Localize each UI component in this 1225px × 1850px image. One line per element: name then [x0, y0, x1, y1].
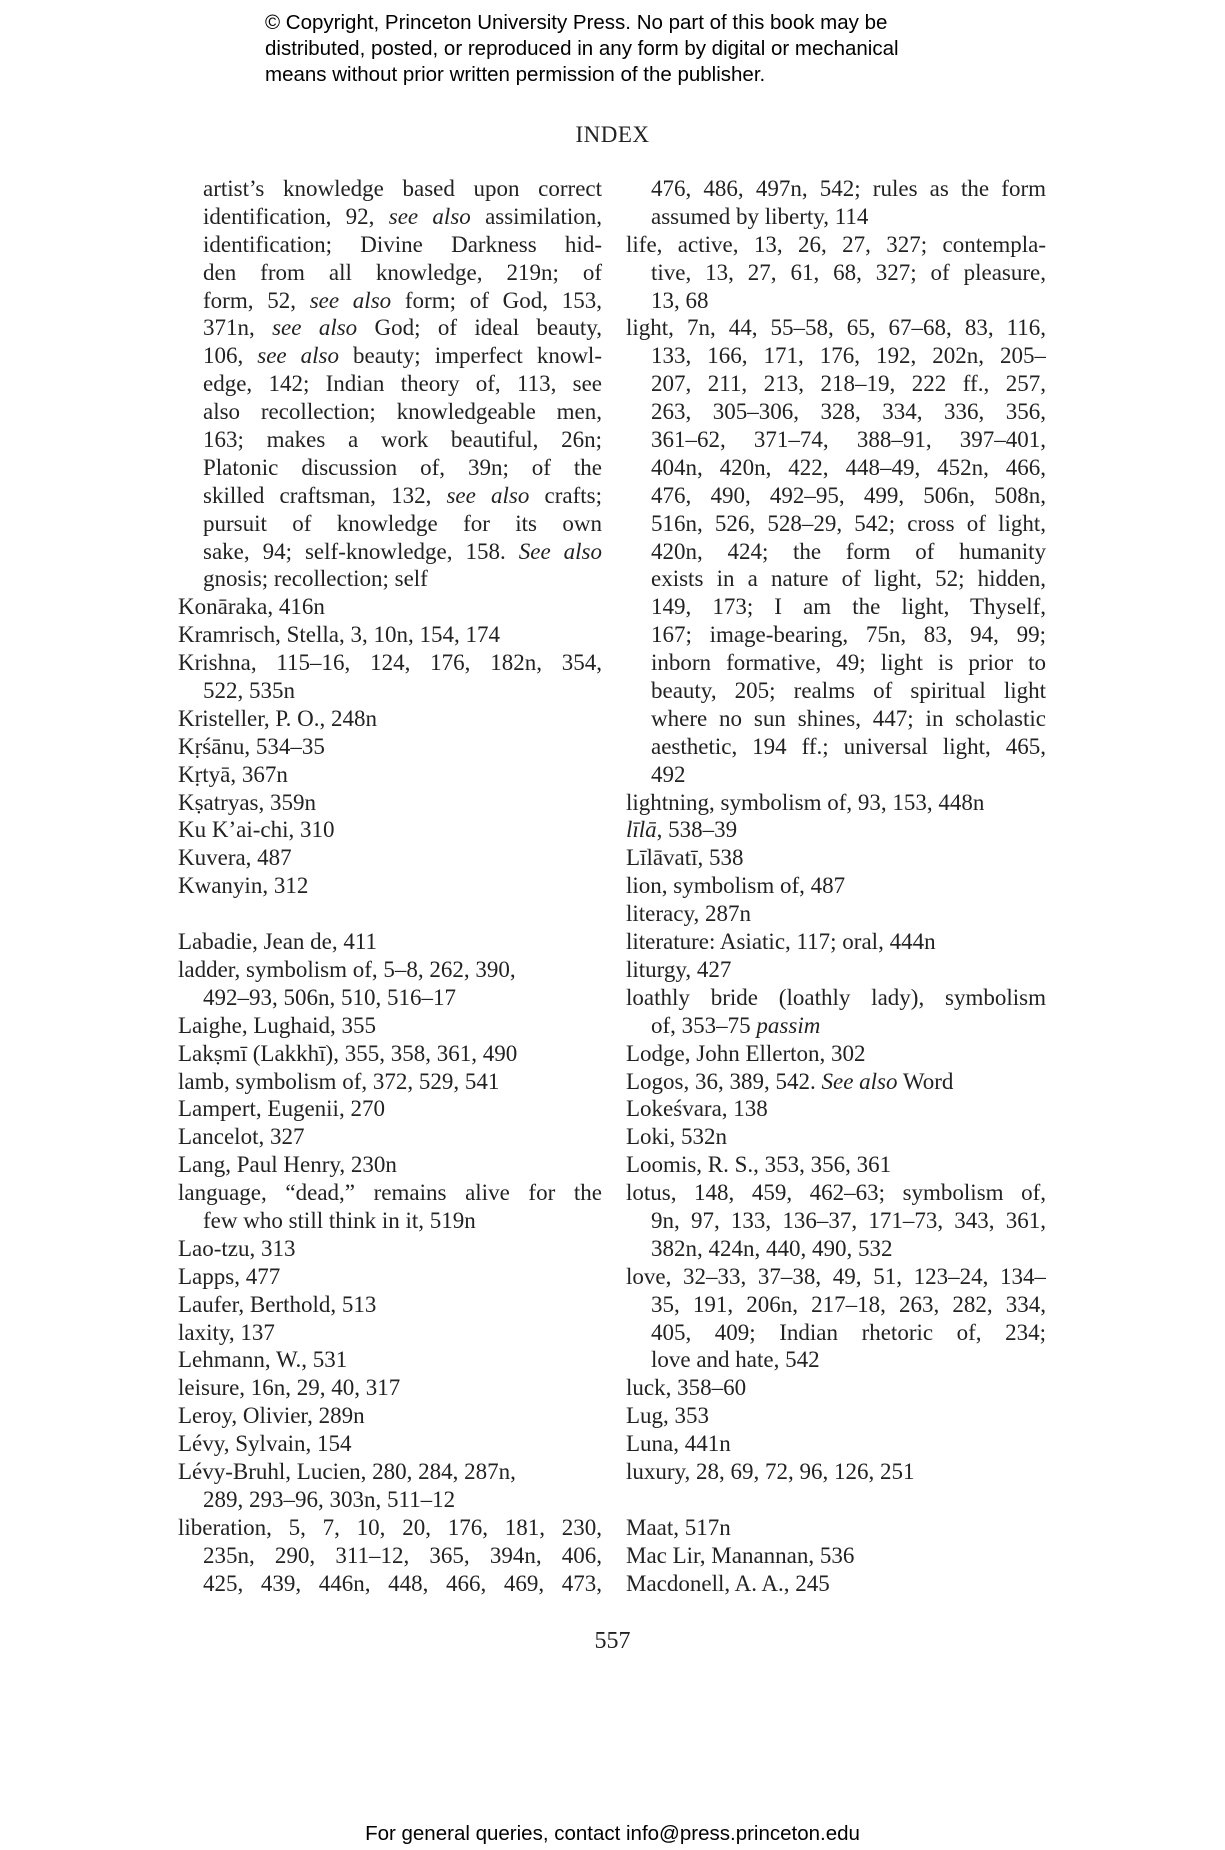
- index-line: luxury, 28, 69, 72, 96, 126, 251: [626, 1458, 915, 1484]
- index-gap: [178, 900, 602, 928]
- index-line: Krishna, 115–16, 124, 176, 182n, 354,: [178, 650, 602, 676]
- index-line: Lakṣmī (Lakkhī), 355, 358, 361, 490: [178, 1040, 518, 1066]
- index-line: laxity, 137: [178, 1319, 275, 1345]
- index-line: Loomis, R. S., 353, 356, 361: [626, 1152, 892, 1178]
- index-line: Kṛtyā, 367n: [178, 761, 288, 787]
- index-line: 133, 166, 171, 176, 192, 202n, 205–: [651, 343, 1046, 369]
- index-line: 35, 191, 206n, 217–18, 263, 282, 334,: [651, 1291, 1046, 1317]
- index-line: 405, 409; Indian rhetoric of, 234;: [651, 1319, 1046, 1345]
- index-line: Lapps, 477: [178, 1263, 281, 1289]
- index-line: leisure, 16n, 29, 40, 317: [178, 1375, 401, 1401]
- copyright-line: means without prior written permission of the publisher.: [265, 63, 766, 86]
- index-line: Maat, 517n: [626, 1514, 731, 1540]
- index-line: 289, 293–96, 303n, 511–12: [203, 1486, 456, 1512]
- index-line: literacy, 287n: [626, 901, 751, 927]
- index-line: Lehmann, W., 531: [178, 1347, 348, 1373]
- index-line: Lokeśvara, 138: [626, 1096, 768, 1122]
- index-line: 382n, 424n, 440, 490, 532: [651, 1235, 893, 1261]
- index-line: Līlāvatī, 538: [626, 845, 744, 871]
- index-line: lightning, symbolism of, 93, 153, 448n: [626, 789, 985, 815]
- index-line: 420n, 424; the form of humanity: [651, 538, 1046, 564]
- index-line: skilled craftsman, 132, see also crafts;: [203, 482, 602, 508]
- index-line: 167; image-bearing, 75n, 83, 94, 99;: [651, 622, 1046, 648]
- index-line: light, 7n, 44, 55–58, 65, 67–68, 83, 116,: [626, 315, 1046, 341]
- index-line: līlā, 538–39: [626, 817, 738, 843]
- index-line: Loki, 532n: [626, 1124, 727, 1150]
- index-line: love, 32–33, 37–38, 49, 51, 123–24, 134–: [626, 1263, 1046, 1289]
- index-line: ladder, symbolism of, 5–8, 262, 390,: [178, 956, 516, 982]
- index-line: Lampert, Eugenii, 270: [178, 1096, 385, 1122]
- index-line: 476, 490, 492–95, 499, 506n, 508n,: [651, 482, 1046, 508]
- index-line: Kṛśānu, 534–35: [178, 733, 325, 759]
- index-line: Leroy, Olivier, 289n: [178, 1403, 365, 1429]
- index-line: inborn formative, 49; light is prior to: [651, 650, 1046, 676]
- index-line: 425, 439, 446n, 448, 466, 469, 473,: [203, 1570, 602, 1596]
- index-line: Lancelot, 327: [178, 1124, 305, 1150]
- index-line: artist’s knowledge based upon correct: [203, 176, 602, 201]
- index-line: also recollection; knowledgeable men,: [203, 399, 602, 425]
- copyright-line: © Copyright, Princeton University Press. No part of this book may be: [265, 11, 888, 34]
- index-line: of, 353–75 passim: [651, 1012, 821, 1038]
- index-line: 13, 68: [651, 287, 709, 313]
- index-line: 492–93, 506n, 510, 516–17: [203, 984, 456, 1010]
- index-line: lotus, 148, 459, 462–63; symbolism of,: [626, 1180, 1046, 1206]
- index-line: Kṣatryas, 359n: [178, 789, 316, 815]
- index-line: 476, 486, 497n, 542; rules as the form: [651, 176, 1046, 201]
- page-number: 557: [594, 1628, 631, 1654]
- index-line: identification, 92, see also assimilation,: [203, 203, 602, 229]
- index-line: pursuit of knowledge for its own: [203, 510, 602, 536]
- index-line: love and hate, 542: [651, 1347, 820, 1373]
- footer-contact: For general queries, contact info@press.princeton.edu: [365, 1822, 860, 1845]
- page-header: INDEX: [575, 122, 650, 147]
- index-line: Kwanyin, 312: [178, 873, 309, 899]
- index-line: Laufer, Berthold, 513: [178, 1291, 377, 1317]
- index-line: Labadie, Jean de, 411: [178, 929, 378, 955]
- index-line: 149, 173; I am the light, Thyself,: [651, 594, 1046, 620]
- index-line: 404n, 420n, 422, 448–49, 452n, 466,: [651, 454, 1046, 480]
- index-line: 9n, 97, 133, 136–37, 171–73, 343, 361,: [651, 1207, 1046, 1233]
- index-line: loathly bride (loathly lady), symbolism: [626, 984, 1046, 1010]
- index-line: aesthetic, 194 ff.; universal light, 465,: [651, 733, 1046, 759]
- index-line: 106, see also beauty; imperfect knowl-: [203, 343, 602, 369]
- index-line: liturgy, 427: [626, 956, 732, 982]
- index-line: gnosis; recollection; self: [203, 566, 428, 592]
- index-line: assumed by liberty, 114: [651, 203, 869, 229]
- index-line: 371n, see also God; of ideal beauty,: [203, 315, 602, 341]
- index-line: life, active, 13, 26, 27, 327; contempla-: [626, 231, 1046, 257]
- index-line: Kramrisch, Stella, 3, 10n, 154, 174: [178, 622, 500, 648]
- index-line: Lodge, John Ellerton, 302: [626, 1040, 866, 1066]
- index-line: where no sun shines, 447; in scholastic: [651, 705, 1046, 731]
- index-line: identification; Divine Darkness hid-: [203, 231, 602, 257]
- index-line: lamb, symbolism of, 372, 529, 541: [178, 1068, 500, 1094]
- index-line: Lévy-Bruhl, Lucien, 280, 284, 287n,: [178, 1458, 516, 1484]
- index-line: 163; makes a work beautiful, 26n;: [203, 427, 602, 453]
- copyright-notice: [265, 10, 1025, 88]
- index-line: Lévy, Sylvain, 154: [178, 1431, 352, 1457]
- index-line: edge, 142; Indian theory of, 113, see: [203, 371, 602, 397]
- index-line: Luna, 441n: [626, 1431, 731, 1457]
- index-line: 207, 211, 213, 218–19, 222 ff., 257,: [651, 371, 1046, 397]
- index-line: Lang, Paul Henry, 230n: [178, 1152, 397, 1178]
- index-line: sake, 94; self-knowledge, 158. See also: [203, 538, 602, 564]
- index-line: Mac Lir, Manannan, 536: [626, 1542, 855, 1568]
- index-line: 516n, 526, 528–29, 542; cross of light,: [651, 510, 1046, 536]
- index-line: 522, 535n: [203, 678, 295, 704]
- index-line: Konāraka, 416n: [178, 594, 325, 620]
- index-line: Lug, 353: [626, 1403, 710, 1429]
- index-line: Laighe, Lughaid, 355: [178, 1012, 377, 1038]
- index-line: 263, 305–306, 328, 334, 336, 356,: [651, 399, 1046, 425]
- index-line: Kuvera, 487: [178, 845, 292, 871]
- index-line: lion, symbolism of, 487: [626, 873, 846, 899]
- index-line: language, “dead,” remains alive for the: [178, 1180, 602, 1206]
- index-gap: [626, 1486, 1046, 1514]
- index-line: luck, 358–60: [626, 1375, 747, 1401]
- index-line: exists in a nature of light, 52; hidden,: [651, 566, 1046, 592]
- index-line: Logos, 36, 389, 542. See also Word: [626, 1068, 954, 1094]
- index-line: liberation, 5, 7, 10, 20, 176, 181, 230,: [178, 1514, 602, 1540]
- index-line: 492: [651, 761, 686, 787]
- index-line: literature: Asiatic, 117; oral, 444n: [626, 929, 936, 955]
- index-line: Ku K’ai-chi, 310: [178, 817, 335, 843]
- index-line: tive, 13, 27, 61, 68, 327; of pleasure,: [651, 259, 1046, 285]
- copyright-line: distributed, posted, or reproduced in any form by digital or mechanical: [265, 37, 899, 60]
- index-line: form, 52, see also form; of God, 153,: [203, 287, 602, 313]
- index-column-right: [626, 175, 1046, 1597]
- index-column-left: [178, 175, 602, 1597]
- index-line: Kristeller, P. O., 248n: [178, 705, 378, 731]
- index-line: Lao-tzu, 313: [178, 1235, 296, 1261]
- index-line: Macdonell, A. A., 245: [626, 1570, 830, 1596]
- index-line: 235n, 290, 311–12, 365, 394n, 406,: [203, 1542, 602, 1568]
- index-line: den from all knowledge, 219n; of: [203, 259, 602, 285]
- index-line: few who still think in it, 519n: [203, 1207, 476, 1233]
- index-line: 361–62, 371–74, 388–91, 397–401,: [651, 427, 1046, 453]
- index-line: beauty, 205; realms of spiritual light: [651, 678, 1046, 704]
- index-line: Platonic discussion of, 39n; of the: [203, 454, 602, 480]
